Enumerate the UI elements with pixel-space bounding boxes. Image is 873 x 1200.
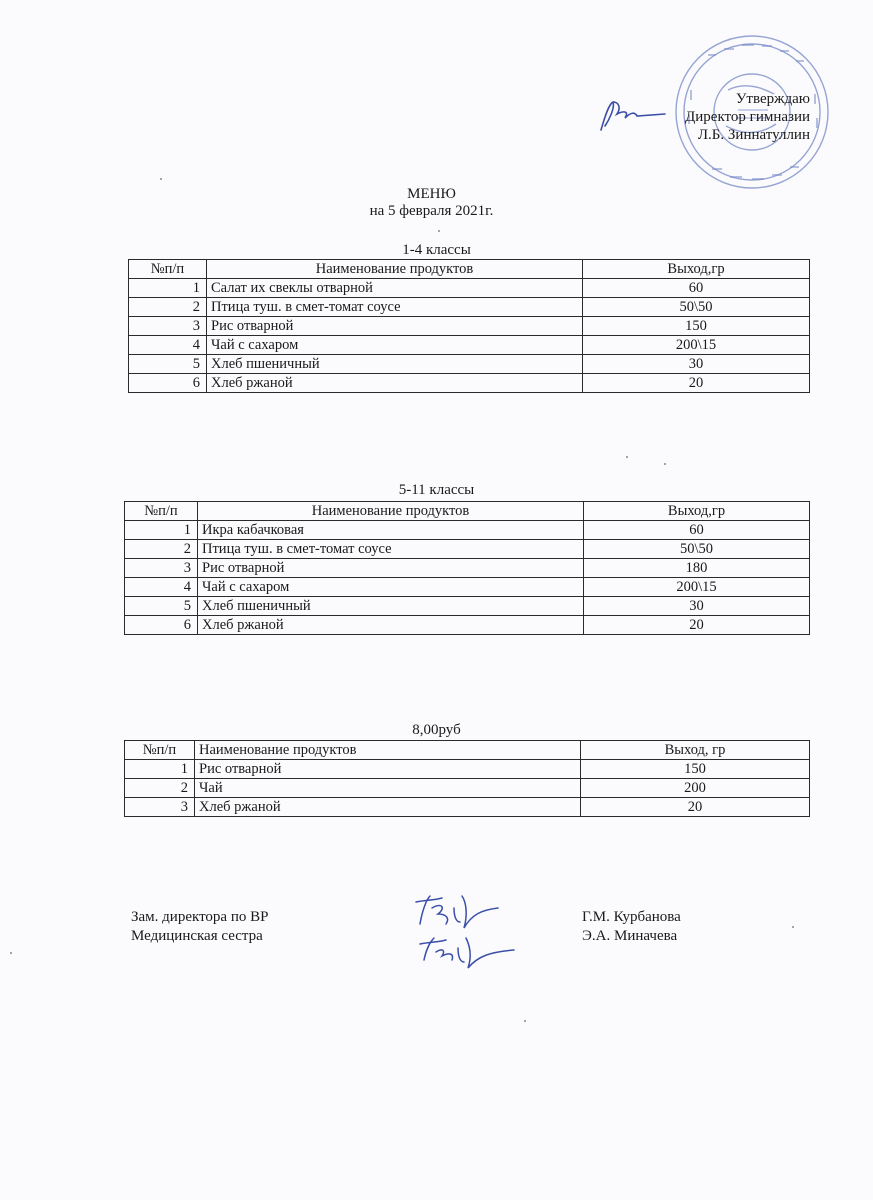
header-name: Наименование продуктов <box>195 741 581 760</box>
table-row <box>125 559 810 578</box>
row-product-name: Чай с сахаром <box>207 336 583 355</box>
row-output: 200\15 <box>584 578 810 597</box>
row-product-name: Рис отварной <box>198 559 584 578</box>
row-product-name: Чай <box>195 779 581 798</box>
approval-line-2: Директор гимназии <box>685 109 810 125</box>
row-output: 180 <box>584 559 810 578</box>
row-output: 150 <box>583 317 810 336</box>
table-row <box>129 336 810 355</box>
table-row <box>125 616 810 635</box>
row-number: 1 <box>129 279 207 298</box>
row-output: 30 <box>583 355 810 374</box>
footer-role-2: Медицинская сестра <box>131 928 263 944</box>
table-header-row <box>129 260 810 279</box>
table-row <box>125 540 810 559</box>
scan-speck <box>160 178 162 180</box>
row-number: 1 <box>125 521 198 540</box>
menu-table-2 <box>124 501 810 635</box>
row-output: 200 <box>581 779 810 798</box>
row-number: 2 <box>125 779 195 798</box>
menu-table-1 <box>128 259 810 393</box>
table3-caption: 8,00руб <box>412 722 461 738</box>
row-number: 5 <box>129 355 207 374</box>
row-product-name: Хлеб ржаной <box>198 616 584 635</box>
row-number: 5 <box>125 597 198 616</box>
row-output: 150 <box>581 760 810 779</box>
table2-caption: 5-11 классы <box>398 482 475 498</box>
row-product-name: Хлеб пшеничный <box>207 355 583 374</box>
footer-name-1: Г.М. Курбанова <box>582 909 681 925</box>
row-product-name: Хлеб ржаной <box>207 374 583 393</box>
document-title <box>0 186 873 220</box>
header-out: Выход,гр <box>584 502 810 521</box>
row-product-name: Хлеб пшеничный <box>198 597 584 616</box>
table-row <box>125 578 810 597</box>
footer-role-1: Зам. директора по ВР <box>131 909 269 925</box>
header-out: Выход,гр <box>583 260 810 279</box>
table-row <box>125 798 810 817</box>
table-row <box>129 374 810 393</box>
table-row <box>125 597 810 616</box>
scan-speck <box>664 463 666 465</box>
menu-table-3 <box>124 740 810 817</box>
row-output: 20 <box>583 374 810 393</box>
footer-roles <box>131 908 268 946</box>
approval-block <box>685 90 810 144</box>
row-product-name: Птица туш. в смет-томат соусе <box>198 540 584 559</box>
table-row <box>129 279 810 298</box>
table-row <box>129 298 810 317</box>
approval-line-3: Л.Б. Зиннатуллин <box>697 127 810 143</box>
row-product-name: Чай с сахаром <box>198 578 584 597</box>
row-number: 1 <box>125 760 195 779</box>
table-row <box>129 355 810 374</box>
footer-names <box>582 908 681 946</box>
row-number: 2 <box>129 298 207 317</box>
header-num: №п/п <box>125 741 195 760</box>
row-product-name: Икра кабачковая <box>198 521 584 540</box>
row-number: 4 <box>129 336 207 355</box>
scan-speck <box>792 926 794 928</box>
title-main: МЕНЮ <box>407 186 456 202</box>
table-row <box>125 779 810 798</box>
approval-line-1: Утверждаю <box>735 91 810 107</box>
scan-speck <box>524 1020 526 1022</box>
table-row <box>125 521 810 540</box>
table-header-row <box>125 741 810 760</box>
row-output: 50\50 <box>584 540 810 559</box>
row-product-name: Хлеб ржаной <box>195 798 581 817</box>
row-output: 20 <box>584 616 810 635</box>
row-output: 50\50 <box>583 298 810 317</box>
row-product-name: Рис отварной <box>195 760 581 779</box>
row-number: 3 <box>129 317 207 336</box>
header-name: Наименование продуктов <box>198 502 584 521</box>
table-row <box>129 317 810 336</box>
table1-caption: 1-4 классы <box>402 242 471 258</box>
header-name: Наименование продуктов <box>207 260 583 279</box>
row-output: 200\15 <box>583 336 810 355</box>
scan-speck <box>626 456 628 458</box>
row-number: 6 <box>129 374 207 393</box>
row-number: 3 <box>125 798 195 817</box>
table-header-row <box>125 502 810 521</box>
row-product-name: Салат их свеклы отварной <box>207 279 583 298</box>
row-output: 30 <box>584 597 810 616</box>
scan-speck <box>438 230 440 232</box>
header-num: №п/п <box>125 502 198 521</box>
row-product-name: Рис отварной <box>207 317 583 336</box>
row-number: 6 <box>125 616 198 635</box>
footer-name-2: Э.А. Миначева <box>582 928 678 944</box>
row-number: 2 <box>125 540 198 559</box>
footer-signatures-icon <box>402 888 522 978</box>
row-number: 3 <box>125 559 198 578</box>
table-row <box>125 760 810 779</box>
row-output: 20 <box>581 798 810 817</box>
header-out: Выход, гр <box>581 741 810 760</box>
row-product-name: Птица туш. в смет-томат соусе <box>207 298 583 317</box>
row-output: 60 <box>584 521 810 540</box>
row-output: 60 <box>583 279 810 298</box>
title-date: на 5 февраля 2021г. <box>369 203 494 219</box>
director-signature-icon <box>595 96 667 136</box>
scan-speck <box>10 952 12 954</box>
header-num: №п/п <box>129 260 207 279</box>
row-number: 4 <box>125 578 198 597</box>
